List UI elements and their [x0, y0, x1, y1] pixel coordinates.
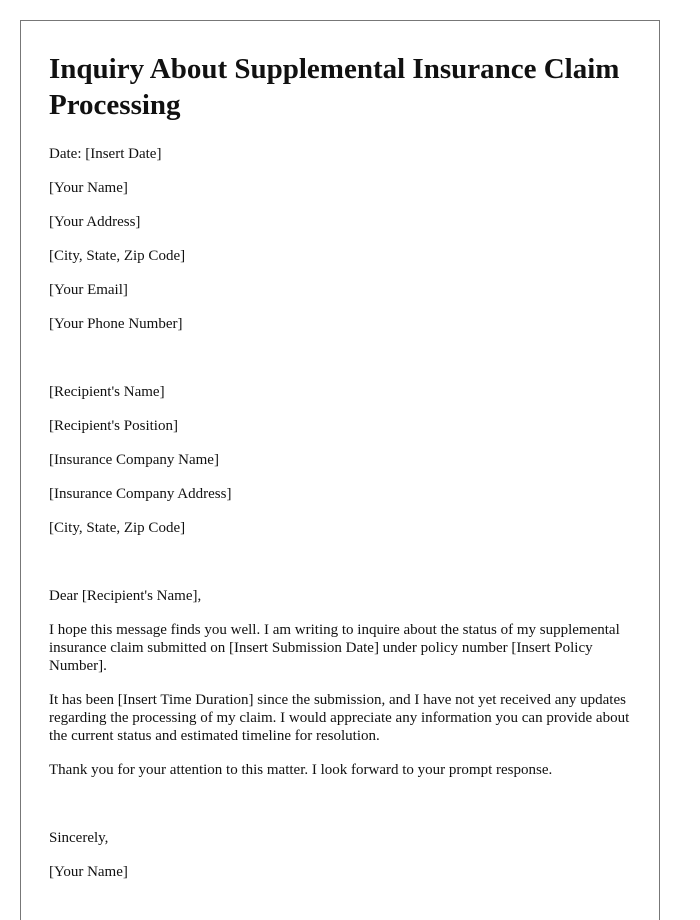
- body-paragraph-2: It has been [Insert Time Duration] since the submission, and I have not yet received any updates regarding the processing of my claim. I would appreciate any information you can provide about the current status and estimated timeline for resolution.: [49, 692, 630, 744]
- letter-page: [20, 20, 660, 920]
- salutation: Dear [Recipient's Name],: [49, 588, 202, 604]
- recipient-company-name: [Insurance Company Name]: [49, 452, 219, 468]
- letter-title: Inquiry About Supplemental Insurance Claim Processing: [49, 53, 620, 121]
- sender-address: [Your Address]: [49, 214, 141, 230]
- recipient-name: [Recipient's Name]: [49, 384, 165, 400]
- recipient-company-address: [Insurance Company Address]: [49, 486, 232, 502]
- recipient-city-state-zip: [City, State, Zip Code]: [49, 520, 186, 536]
- sender-city-state-zip: [City, State, Zip Code]: [49, 248, 186, 264]
- body-paragraph-3: Thank you for your attention to this matter. I look forward to your prompt response.: [49, 762, 553, 778]
- date-line: Date: [Insert Date]: [49, 146, 162, 162]
- closing: Sincerely,: [49, 830, 109, 846]
- sender-phone: [Your Phone Number]: [49, 316, 183, 332]
- signature-name: [Your Name]: [49, 864, 128, 880]
- body-paragraph-1: I hope this message finds you well. I am writing to inquire about the status of my supplemental insurance claim submitted on [Insert Submission Date] under policy number [Insert Policy Number].: [49, 622, 620, 674]
- recipient-position: [Recipient's Position]: [49, 418, 178, 434]
- sender-email: [Your Email]: [49, 282, 128, 298]
- sender-name: [Your Name]: [49, 180, 128, 196]
